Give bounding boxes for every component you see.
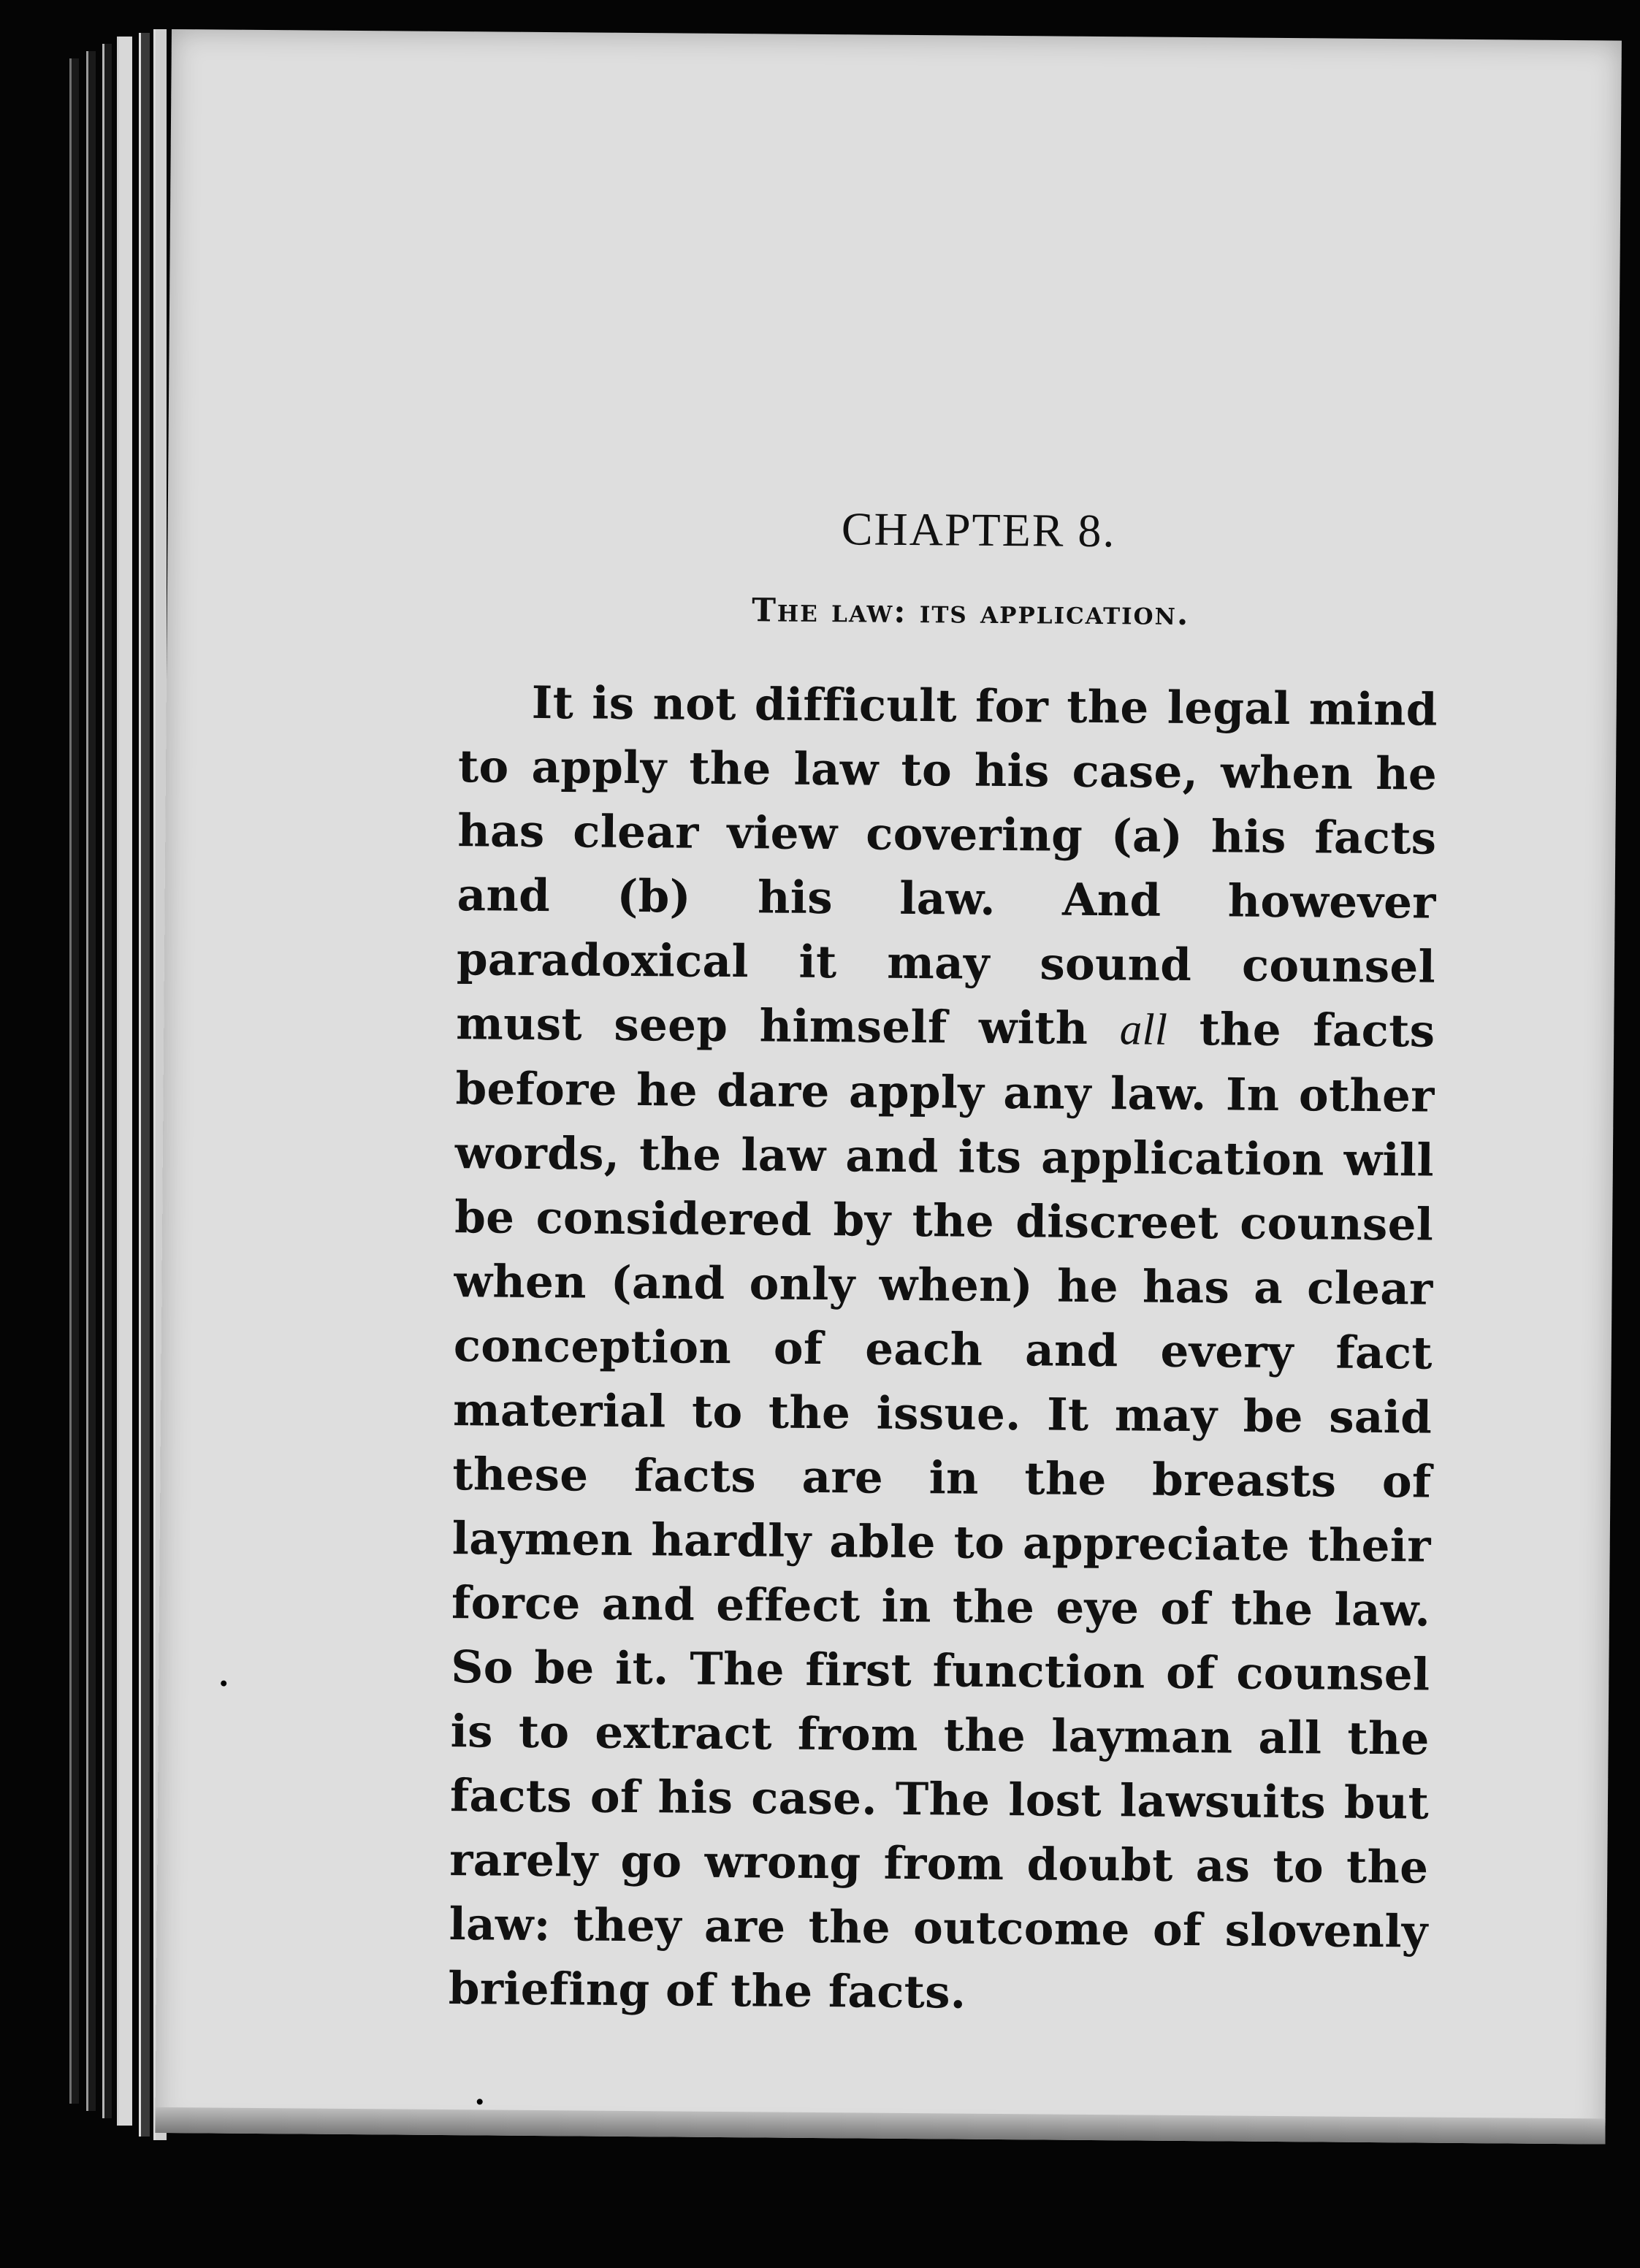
page-edge: [139, 33, 150, 2137]
book-page: [155, 29, 1622, 2145]
page-edge: [102, 44, 112, 2118]
italic-word: all: [1119, 1005, 1168, 1055]
page-edge: [69, 58, 79, 2104]
ink-speck: [477, 2099, 483, 2104]
page-edge: [86, 51, 96, 2111]
paragraph-text: It is not difficult for the legal mind to apply the law to his case, when he has clear view covering (a) his facts and (b) his law. And however paradoxical it may sound counsel must seep himself with: [456, 676, 1438, 1055]
body-paragraph: [449, 671, 1438, 2028]
paragraph-text: the facts before he dare apply any law. In other words, the law and its application will be considered by the discreet counsel when (and only when) he has a clear conception of each and every fact material to the issue. It may be said these facts are in the breasts of laymen hardly able to appreciate their force and effect in the eye of the law. So be it. The first function of counsel is to extract from the layman all the facts of his case. The lost lawsuits but rarely go wrong from doubt as to the law: they are the outcome of slovenly briefing of the facts.: [448, 1003, 1435, 2019]
page-content: [449, 499, 1439, 2028]
page-edge: [117, 37, 132, 2126]
chapter-title: The law: its application.: [751, 592, 1190, 633]
chapter-heading: CHAPTER 8.: [841, 503, 1116, 557]
ink-speck: [221, 1681, 226, 1687]
